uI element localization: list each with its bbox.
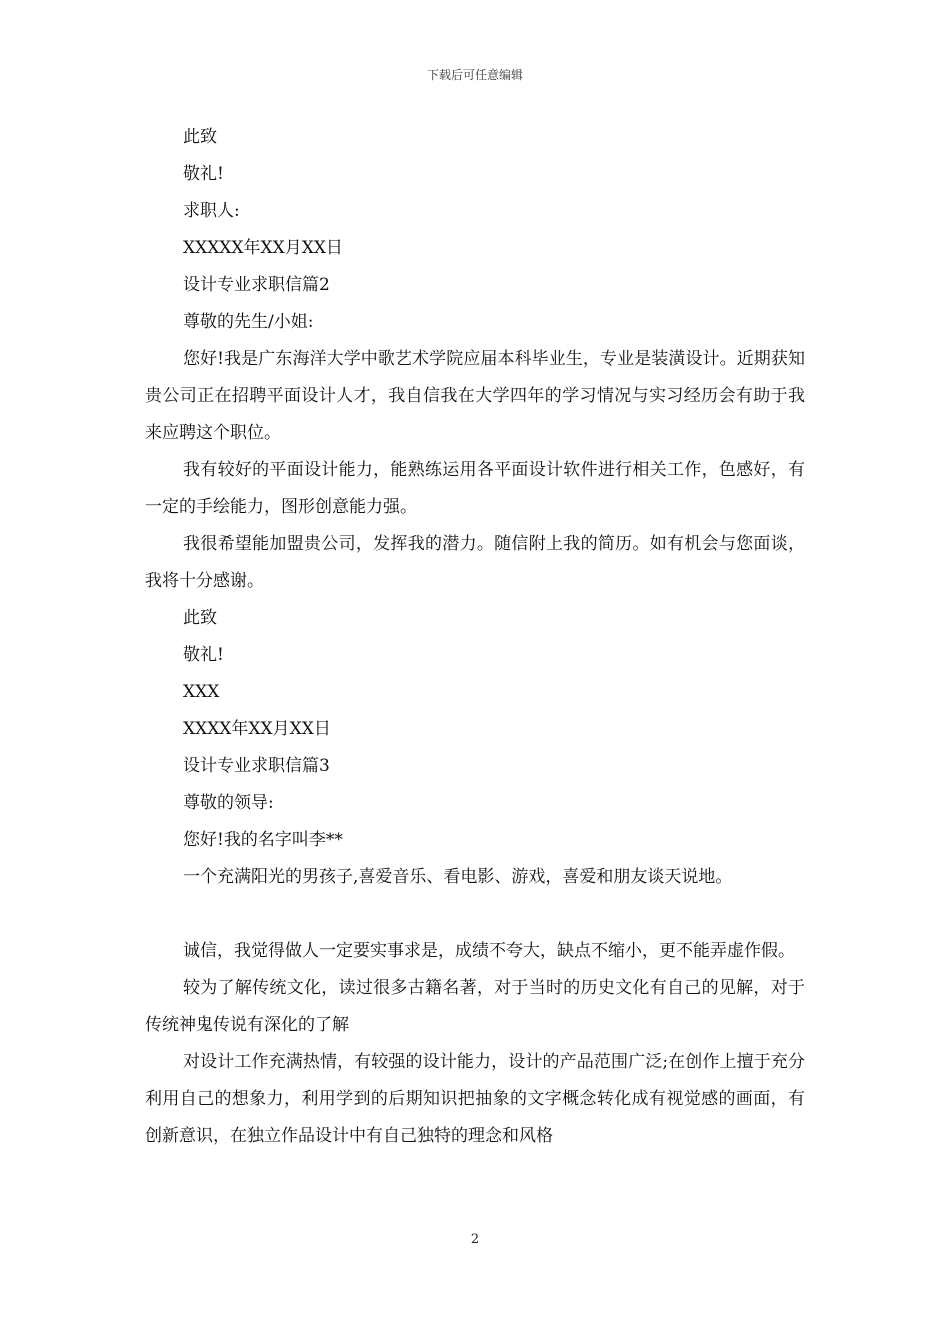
body-paragraph: 较为了解传统文化，读过很多古籍名著，对于当时的历史文化有自己的见解，对于传统神鬼传说有深化的了解 — [145, 978, 805, 1035]
body-paragraph: 您好!我的名字叫李** — [183, 830, 343, 850]
body-paragraph: 对设计工作充满热情，有较强的设计能力，设计的产品范围广泛;在创作上擅于充分利用自己的想象力，利用学到的后期知识把抽象的文字概念转化成有视觉感的画面，有创新意识，在独立作品设计中有自己独特的理念和风格 — [145, 1052, 805, 1146]
document-body — [145, 119, 805, 1155]
salutation-regards: 敬礼! — [183, 164, 224, 184]
signature-line: XXX — [183, 682, 220, 702]
greeting-line: 尊敬的先生/小姐: — [183, 312, 314, 332]
page-header: 下载后可任意编辑 — [426, 68, 523, 82]
greeting-line: 尊敬的领导: — [183, 793, 274, 813]
body-paragraph: 我有较好的平面设计能力，能熟练运用各平面设计软件进行相关工作，色感好，有一定的手绘能力，图形创意能力强。 — [145, 460, 805, 517]
page-number: 2 — [470, 1232, 480, 1247]
date-line: XXXXX年XX月XX日 — [183, 238, 343, 258]
salutation-regards: 敬礼! — [183, 645, 224, 665]
closing-line: 此致 — [183, 127, 217, 147]
applicant-line: 求职人: — [183, 201, 240, 221]
body-paragraph: 诚信，我觉得做人一定要实事求是，成绩不夸大，缺点不缩小，更不能弄虚作假。 — [183, 941, 795, 961]
date-line: XXXX年XX月XX日 — [183, 719, 331, 739]
section-title: 设计专业求职信篇2 — [183, 275, 330, 295]
body-paragraph: 您好!我是广东海洋大学中歌艺术学院应届本科毕业生，专业是装潢设计。近期获知贵公司正在招聘平面设计人才，我自信我在大学四年的学习情况与实习经历会有助于我来应聘这个职位。 — [145, 349, 805, 443]
section-title: 设计专业求职信篇3 — [183, 756, 330, 776]
body-paragraph: 一个充满阳光的男孩子,喜爱音乐、看电影、游戏，喜爱和朋友谈天说地。 — [183, 867, 733, 887]
body-paragraph: 我很希望能加盟贵公司，发挥我的潜力。随信附上我的简历。如有机会与您面谈，我将十分感谢。 — [145, 534, 805, 591]
closing-line: 此致 — [183, 608, 217, 628]
